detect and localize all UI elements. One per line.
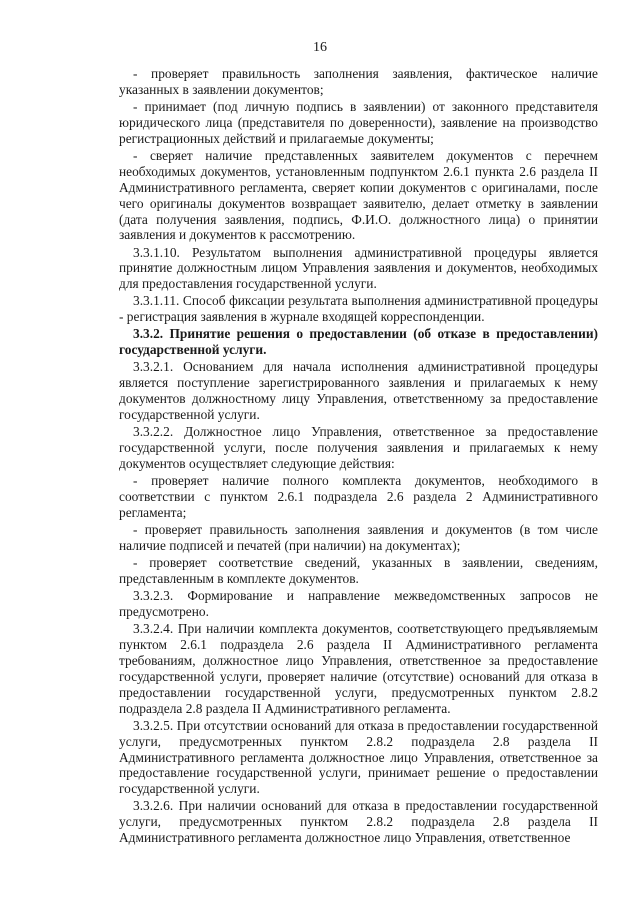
paragraph: - проверяет соответствие сведений, указанных в заявлении, сведениям, представленным в комплекте документов. [119, 555, 598, 586]
paragraph: 3.3.2.5. При отсутствии оснований для отказа в предоставлении государственной услуги, предусмотренных пунктом 2.8.2 подраздела 2.8 раздела II Административного регламента должностное лицо Управления, ответственное за предоставление государственной услуги, принимает решение о предоставлении государственной услуги. [119, 717, 598, 797]
paragraph: 3.3.1.10. Результатом выполнения административной процедуры является принятие должностным лицом Управления заявления и документов, необходимых для предоставления государственной услуги. [119, 244, 598, 292]
paragraph: - сверяет наличие представленных заявителем документов с перечнем необходимых документов, установленным подпунктом 2.6.1 пункта 2.6 раздела II Административного регламента, сверяет копии документов с оригиналами, после чего оригиналы документов возвращает заявителю, делает отметку в заявлении (дата получения заявления, подпись, Ф.И.О. должностного лица) о принятии заявления и документов к рассмотрению. [119, 147, 598, 243]
paragraph: 3.3.2.3. Формирование и направление межведомственных запросов не предусмотрено. [119, 588, 598, 619]
paragraph: 3.3.2.4. При наличии комплекта документов, соответствующего предъявляемым пунктом 2.6.1 подраздела 2.6 раздела II Административного регламента требованиям, должностное лицо Управления, ответственное за предоставление государственной услуги, проверяет наличие (отсутствие) оснований для отказа в предоставлении государственной услуги, предусмотренных пунктом 2.8.2 подраздела 2.8 раздела II Административного регламента. [119, 621, 598, 716]
paragraph: - проверяет наличие полного комплекта документов, необходимого в соответствии с пунктом 2.6.1 подраздела 2.6 раздела 2 Административного регламента; [119, 473, 598, 520]
paragraph: - принимает (под личную подпись в заявлении) от законного представителя юридического лица (представителя по доверенности), заявление на производство регистрационных действий и прилагаемые документы; [119, 99, 598, 146]
section-heading: 3.3.2. Принятие решения о предоставлении (об отказе в предоставлении) государственной услуги. [119, 326, 598, 358]
paragraph: 3.3.2.6. При наличии оснований для отказа в предоставлении государственной услуги, предусмотренных пунктом 2.8.2 подраздела 2.8 раздела II Административного регламента должностное лицо Управления, ответственное [119, 798, 598, 846]
paragraph: 3.3.2.2. Должностное лицо Управления, ответственное за предоставление государственной услуги, после получения заявления и прилагаемых к нему документов осуществляет следующие действия: [119, 424, 598, 472]
paragraph: 3.3.1.11. Способ фиксации результата выполнения административной процедуры - регистрация заявления в журнале входящей корреспонденции. [119, 293, 598, 325]
paragraph: 3.3.2.1. Основанием для начала исполнения административной процедуры является поступление зарегистрированного заявления и прилагаемых к нему документов должностному лицу Управления, ответственному за предоставление государственной услуги. [119, 359, 598, 423]
page-number: 16 [313, 40, 327, 55]
document-body [119, 66, 598, 847]
paragraph: - проверяет правильность заполнения заявления и документов (в том числе наличие подписей и печатей (при наличии) на документах); [119, 522, 598, 553]
paragraph: - проверяет правильность заполнения заявления, фактическое наличие указанных в заявлении документов; [119, 66, 598, 97]
